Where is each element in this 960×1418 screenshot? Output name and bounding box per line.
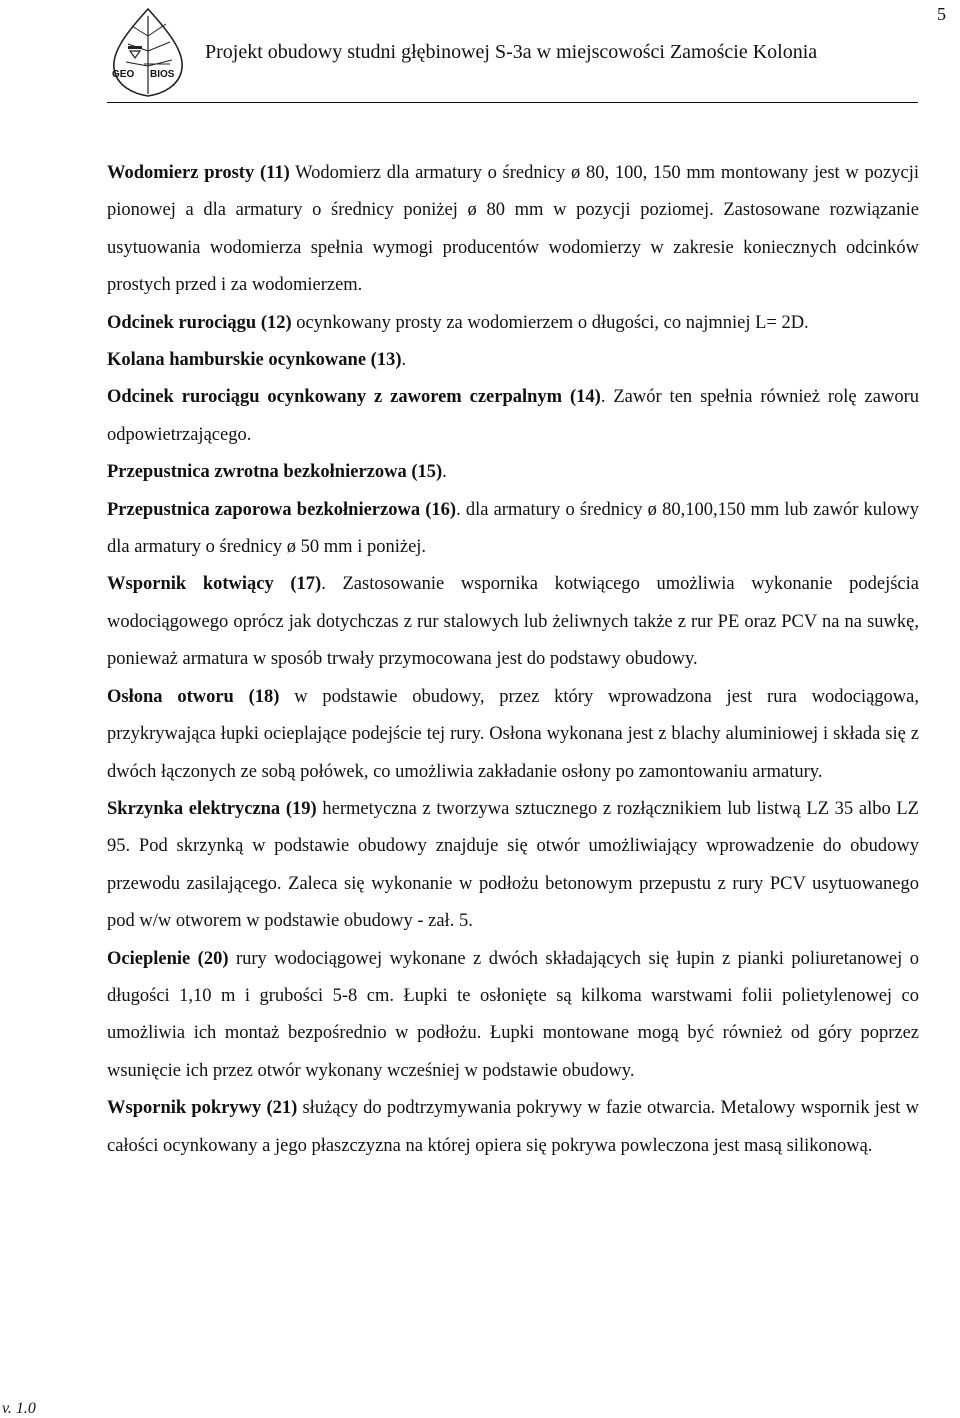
leaf-logo-icon [108,6,188,98]
paragraph [107,1090,919,1165]
paragraph [107,941,919,1091]
geobios-logo [108,6,188,98]
paragraph-text: . [442,462,447,483]
page-number: 5 [937,4,946,24]
paragraph [107,454,919,491]
paragraph [107,566,919,678]
paragraph-heading: Skrzynka elektryczna (19) [107,798,317,819]
paragraph-text: hermetyczna z tworzywa sztucznego z rozłącznikiem lub listwą LZ 35 albo LZ 95. Pod skrzynką w podstawie obudowy znajduje się otwór umożliwiający wprowadzenie do obudowy przewodu zasilającego. Zaleca się wykonanie w podłożu betonowym przepustu z rury PCV usytuowanego pod w/w otworem w podstawie obudowy - zał. 5. [107,798,919,932]
paragraph [107,379,919,454]
paragraph-text: . Zawór ten spełnia również rolę zaworu odpowietrzającego. [107,387,919,445]
paragraph-text: ocynkowany prosty za wodomierzem o długości, co najmniej L= 2D. [291,312,809,333]
paragraph [107,791,919,941]
paragraph-text: . [401,350,407,371]
paragraph-heading: Wspornik pokrywy (21) [107,1098,298,1119]
svg-text:BIOS: BIOS [150,69,175,80]
paragraph-heading: Ocieplenie (20) [107,948,229,969]
paragraph [107,155,919,305]
paragraph-text: służący do podtrzymywania pokrywy w fazie otwarcia. Metalowy wspornik jest w całości ocynkowany a jego płaszczyzna na której opiera się pokrywa powleczona jest masą silikonową. [107,1098,920,1156]
paragraph-heading: Odcinek rurociągu ocynkowany z zaworem czerpalnym (14) [107,387,601,408]
paragraph-text: rury wodociągowej wykonane z dwóch składających się łupin z pianki poliuretanowej o długości 1,10 m i grubości 5-8 cm. Łupki te osłonięte są kilkoma warstwami folii polietylenowej co umożliwia ich montaż bezpośrednio w podłożu. Łupki montowane mogą być również od góry poprzez wsunięcie ich przez otwór wykonany wcześniej w podstawie obudowy. [107,948,919,1081]
paragraph [107,492,919,567]
paragraph [107,679,919,791]
document-body [107,155,919,1165]
paragraph-text: Wodomierz dla armatury o średnicy ø 80, 100, 150 mm montowany jest w pozycji pionowej a dla armatury o średnicy poniżej ø 80 mm w pozycji poziomej. Zastosowane rozwiązanie usytuowania wodomierza spełnia wymogi producentów wodomierzy w zakresie koniecznych odcinków prostych przed i za wodomierzem. [107,163,919,296]
paragraph [107,305,919,342]
svg-text:GEO: GEO [112,69,135,80]
paragraph-heading: Odcinek rurociągu (12) [107,312,292,333]
paragraph-text: w podstawie obudowy, przez który wprowadzona jest rura wodociągowa, przykrywająca łupki ocieplające podejście tej rury. Osłona wykonana jest z blachy aluminiowej i składa się z dwóch łączonych ze sobą połówek, co umożliwia zakładanie osłony po zamontowaniu armatury. [107,686,919,782]
header-title: Projekt obudowy studni głębinowej S-3a w miejscowości Zamoście Kolonia [205,41,818,63]
header-divider [107,102,918,103]
paragraph-heading: Wspornik kotwiący (17) [107,574,322,595]
paragraph [107,342,919,379]
paragraph-heading: Kolana hamburskie ocynkowane (13) [107,350,402,371]
paragraph-text: . dla armatury o średnicy ø 80,100,150 mm lub zawór kulowy dla armatury o średnicy ø 50 mm i poniżej. [107,499,919,558]
version-label: v. 1.0 [2,1400,36,1417]
paragraph-text: . Zastosowanie wspornika kotwiącego umożliwia wykonanie podejścia wodociągowego oprócz jak dotychczas z rur stalowych lub żeliwnych także z rur PE oraz PCV na na suwkę, ponieważ armatura w sposób trwały przymocowana jest do podstawy obudowy. [107,574,919,670]
paragraph-heading: Osłona otworu (18) [107,686,280,707]
paragraph-heading: Przepustnica zaporowa bezkołnierzowa (16) [107,499,457,520]
paragraph-heading: Wodomierz prosty (11) [107,163,290,183]
paragraph-heading: Przepustnica zwrotna bezkołnierzowa (15) [107,462,443,483]
